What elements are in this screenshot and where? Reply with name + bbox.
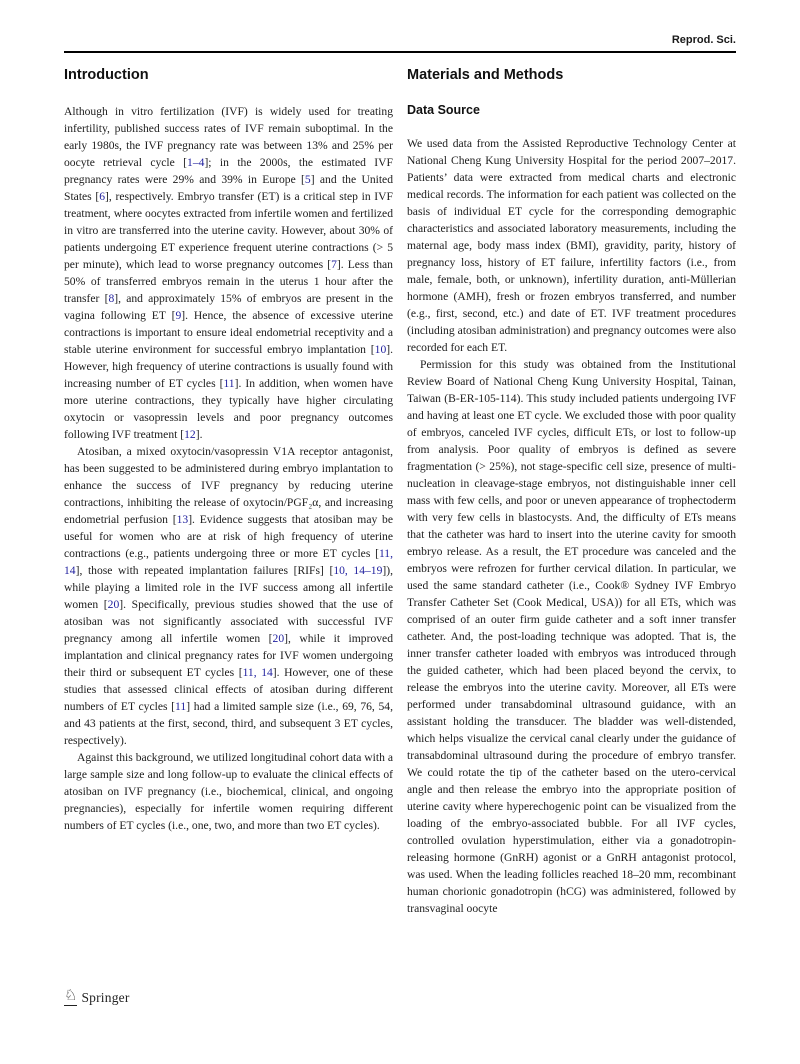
page-header [0, 0, 800, 53]
right-column [407, 67, 736, 917]
left-column [64, 67, 393, 917]
publisher-name: Springer [81, 989, 130, 1005]
introduction-paragraph-1: Although in vitro fertilization (IVF) is widely used for treating infertility, published success rates of IVF remain suboptimal. In the early 1980s, the IVF pregnancy rate was between 13% and 25% per oocyte retrieval cycle [1–4]; in the 2000s, the estimated IVF pregnancy rates were 29% and 39% in Europe [5] and the United States [6], respectively. Embryo transfer (ET) is a critical step in IVF treatment, where oocytes extracted from infertile women and fertilized in vitro are transferred into the uterine cavity. However, about 30% of patients undergoing ET experience frequent uterine contractions (> 5 per minute), which lead to worse pregnancy outcomes [7]. Less than 50% of transferred embryos remain in the uterus 1 hour after the transfer [8], and approximately 15% of embryos are present in the vagina following ET [9]. Hence, the absence of excessive uterine contractions is important to ensure ideal endometrial receptivity and a stable uterine environment for successful embryo implantation [10]. However, high frequency of uterine contractions is usually found with increasing number of ET cycles [11]. In addition, when women have more uterine contractions, they typically have higher circulating oxytocin or vasopressin levels and poor pregnancy outcomes following IVF treatment [12]. [64, 105, 394, 441]
publisher-footer [64, 989, 130, 1006]
introduction-paragraph-3: Against this background, we utilized longitudinal cohort data with a large sample size and long follow-up to evaluate the clinical effects of atosiban on IVF pregnancy (i.e., biochemical, clinical, and ongoing pregnancies), especially for infertile women requiring different numbers of ET cycles (i.e., one, two, and more than two ET cycles). [64, 751, 393, 832]
section-heading-introduction: Introduction [64, 67, 149, 83]
data-source-paragraph-2: Permission for this study was obtained from the Institutional Review Board of National Cheng Kung University Hospital, Tainan, Taiwan (B-ER-105-114). This study included patients undergoing IVF and having at least one ET cycle. We excluded those with poor quality of embryos, canceled IVF cycles, difficult ETs, or lost to follow-up from analysis. Poor quality of embryos is defined as severe fragmentation (> 25%), not stage-specific cell size, presence of multi-nucleation in cleavage-stage embryos, not distinguishable inner cell mass with few cells, and poor or uneven appearance of trophectoderm with very few cells in blastocysts. And, the difficulty of ETs means that the catheter was hard to insert into the uterine cavity for smooth embryo release. As a result, the ET procedure was canceled and the embryos were refrozen for further cervical dilation. In particular, we used the same standard catheter (i.e., Cook® Sydney IVF Embryo Transfer Catheter Set (Cook Medical, USA)) for all ETs, which was comprised of an outer firm guide catheter and a soft inner transfer catheter. And, the post-loading technique was adopted. That is, the inner transfer catheter loaded with embryos was introduced through the guided catheter, which had been placed beyond the cervix, to release the embryos into the uterine cavity. Moreover, all ETs were performed under transabdominal ultrasound guidance, with an assistant holding the transducer. The bladder was well-distended, which helps visualize the cervical canal clearly under the guidance of transabdominal ultrasound during the procedure of embryo transfer. We could rotate the tip of the catheter based on the utero-cervical angle and then release the embryo into the appropriate position of uterine cavity where hyperechogenic point can be visualized from the loading of the embryo-associated bubble. For all IVF cycles, controlled ovulation hyperstimulation, either via a gonadotropin-releasing hormone (GnRH) agonist or a GnRH antagonist protocol, was used. When the leading follicles reached 18–20 mm, recombinant human chorionic gonadotropin (hCG) was administered, followed by transvaginal oocyte [407, 358, 736, 915]
section-heading-materials-and-methods: Materials and Methods [407, 67, 564, 83]
running-head: Reprod. Sci. [671, 34, 736, 46]
springer-knight-icon: ♘ [64, 988, 78, 1004]
introduction-paragraph-2: Atosiban, a mixed oxytocin/vasopressin V1A receptor antagonist, has been suggested to be administered during embryo implantation to enhance the success of IVF pregnancy by reducing uterine contractions, inhibiting the release of oxytocin/PGF₂α, and increasing endometrial perfusion [13]. Evidence suggests that atosiban may be useful for women who are at risk of high frequency of uterine contractions (e.g., patients undergoing three or more ET cycles [11, 14], those with repeated implantation failures [RIFs] [10, 14–19]), while playing a limited role in the IVF success among all infertile women [20]. Specifically, previous studies showed that the use of atosiban was not significantly associated with successful IVF pregnancy among all infertile women [20], while it improved implantation and clinical pregnancy rates for IVF women undergoing their third or subsequent ET cycles [11, 14]. However, one of these studies that assessed clinical effects of atosiban during different numbers of ET cycles [11] had a limited sample size (i.e., 69, 76, 54, and 43 patients at the first, second, third, and subsequent 3 ET cycles, respectively). [64, 445, 393, 747]
data-source-paragraph-1: We used data from the Assisted Reproductive Technology Center at National Cheng Kung University Hospital for the period 2007–2017. Patients’ data were extracted from medical charts and electronic medical records. The information for each patient was collected on the basis of individual ET cycle for the corresponding demographic characteristics and associated laboratory measurements, including the maternal age, body mass index (BMI), gravidity, parity, history of pregnancy loss, history of ET failure, infertility factors (i.e., from male, female, both, or unknown), infertility duration, anti-Müllerian hormone (AMH), fresh or frozen embryos transferred, and number (e.g., first, second, etc.) and date of ET. IVF treatment procedures (including atosiban administration) and pregnancy outcomes were also recorded for each ET. [407, 137, 736, 354]
subsection-heading-data-source: Data Source [407, 103, 480, 117]
two-column-body [0, 53, 800, 917]
